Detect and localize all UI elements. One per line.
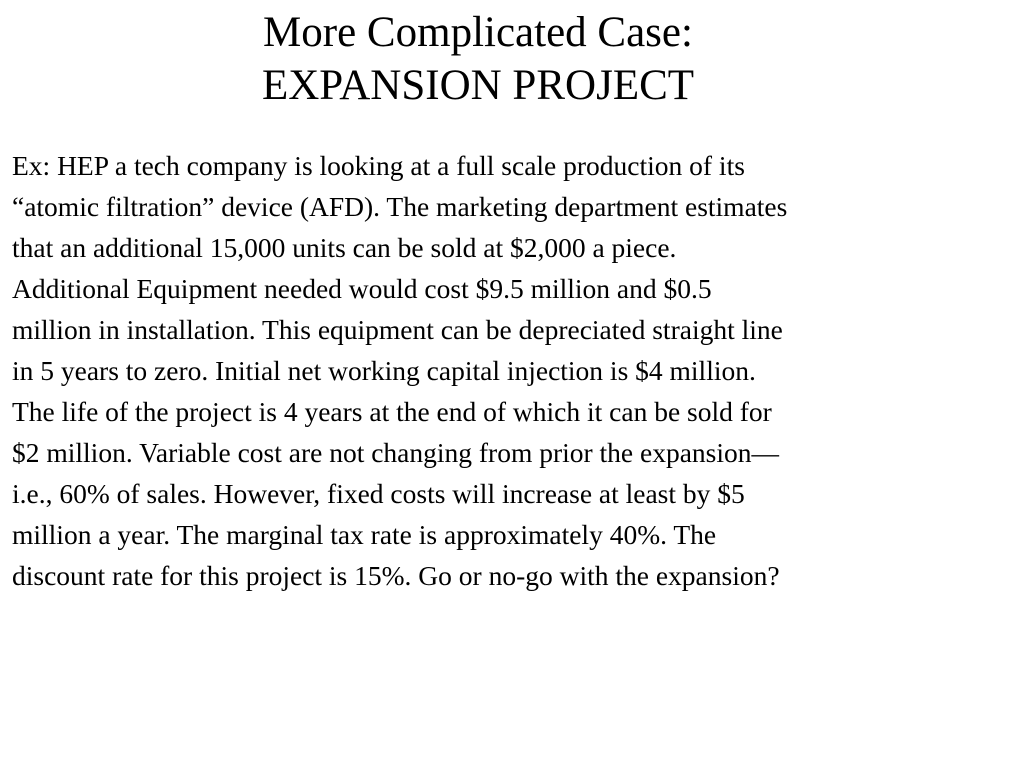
problem-statement-line: that an additional 15,000 units can be sold at $2,000 a piece. (12, 232, 677, 263)
problem-statement-line: i.e., 60% of sales. However, fixed costs will increase at least by $5 (12, 478, 745, 509)
problem-statement-line: in 5 years to zero. Initial net working capital injection is $4 million. (12, 355, 756, 386)
problem-statement-line: million a year. The marginal tax rate is approximately 40%. The (12, 519, 717, 550)
problem-statement-line: $2 million. Variable cost are not changing from prior the expansion— (12, 437, 780, 468)
problem-statement-line: discount rate for this project is 15%. Go or no-go with the expansion? (12, 560, 780, 591)
problem-statement-line: “atomic filtration” device (AFD). The marketing department estimates (12, 191, 788, 222)
problem-statement-line: Ex: HEP a tech company is looking at a full scale production of its (12, 150, 745, 181)
slide-title-line-1: More Complicated Case: (263, 9, 693, 56)
slide-title-line-2: EXPANSION PROJECT (261, 62, 695, 109)
slide-title (0, 6, 956, 112)
problem-statement-line: The life of the project is 4 years at the end of which it can be sold for (12, 396, 772, 427)
problem-statement (12, 145, 1024, 596)
problem-statement-line: Additional Equipment needed would cost $9.5 million and $0.5 (12, 273, 712, 304)
problem-statement-line: million in installation. This equipment can be depreciated straight line (12, 314, 783, 345)
